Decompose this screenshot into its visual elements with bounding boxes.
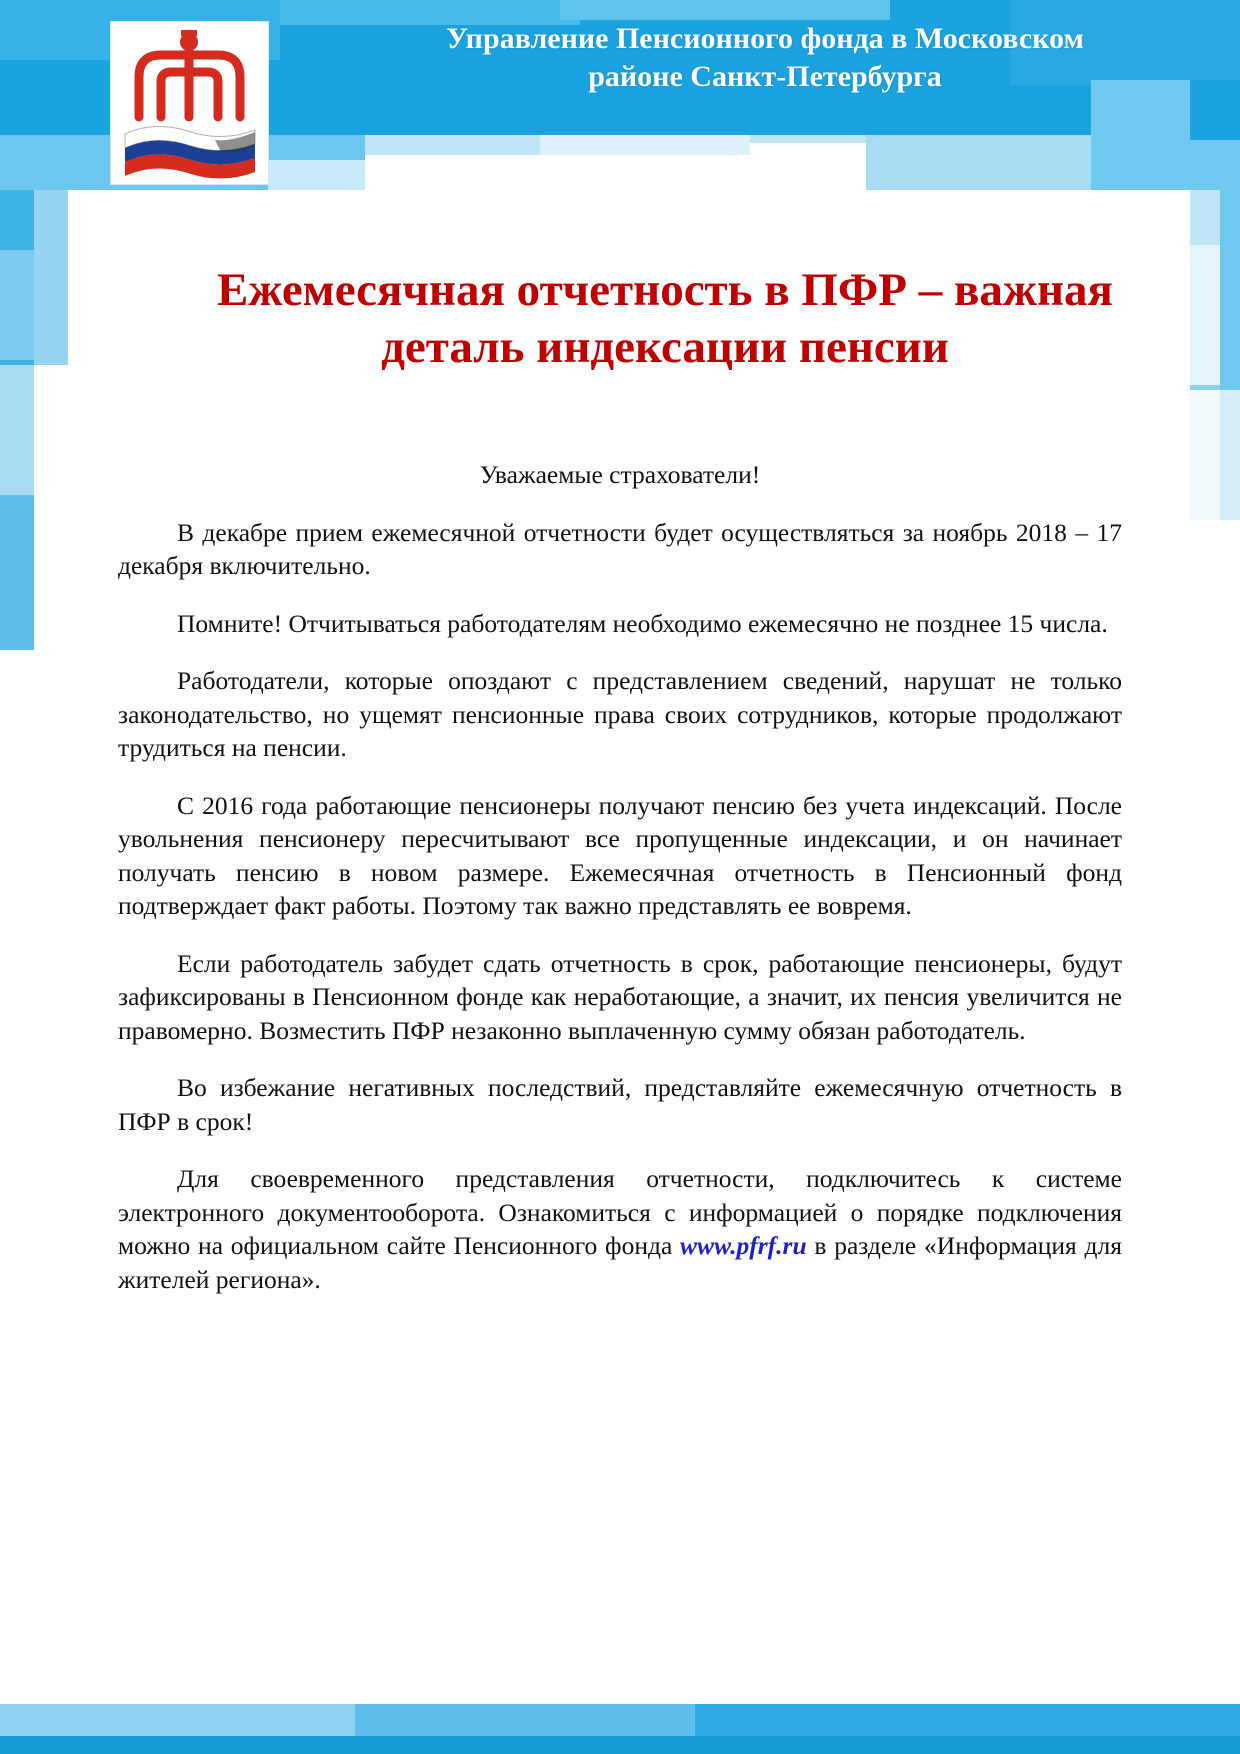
final-paragraph (118, 1162, 1122, 1296)
final-paragraph-text-end: в разделе «Информация для жителей региона». (118, 1231, 1122, 1294)
paragraph: Если работодатель забудет сдать отчетность в срок, работающие пенсионеры, будут зафиксированы в Пенсионном фонде как неработающие, а значит, их пенсия увеличится не правомерно. Возместить ПФР незаконно выплаченную сумму обязан работодатель. (118, 948, 1122, 1045)
paragraph: Работодатели, которые опоздают с представлением сведений, нарушат не только законодательство, но ущемят пенсионные права своих сотрудников, которые продолжают трудиться на пенсии. (118, 666, 1122, 762)
final-paragraph-text: Для своевременного представления отчетности, подключитесь к системе электронного документооборота. Ознакомиться с информацией о порядке подключения можно на официальном сайте Пенсионного фонда (118, 1164, 1122, 1260)
paragraph: Помните! Отчитываться работодателям необходимо ежемесячно не позднее 15 числа. (177, 608, 1108, 638)
greeting: Уважаемые страхователи! (479, 460, 761, 489)
paragraph: С 2016 года работающие пенсионеры получают пенсию без учета индексаций. После увольнения пенсионеру пересчитывают все пропущенные индексации, и он начинает получать пенсию в новом размере. Ежемесячная отчетность в Пенсионный фонд подтверждает факт работы. Поэтому так важно представлять ее вовремя. (118, 790, 1122, 920)
document-title: Ежемесячная отчетность в ПФР – важная деталь индексации пенсии (217, 264, 1113, 373)
paragraph: Во избежание негативных последствий, представляйте ежемесячную отчетность в ПФР в срок! (118, 1073, 1122, 1136)
organization-name: Управление Пенсионного фонда в Московском районе Санкт-Петербурга (446, 22, 1084, 93)
document-body (118, 458, 1122, 1320)
paragraph: В декабре прием ежемесячной отчетности будет осуществляться за ноябрь 2018 – 17 декабря включительно. (118, 517, 1122, 580)
pfr-logo (111, 22, 268, 184)
pfr-website-link[interactable]: www.pfrf.ru (680, 1231, 807, 1260)
